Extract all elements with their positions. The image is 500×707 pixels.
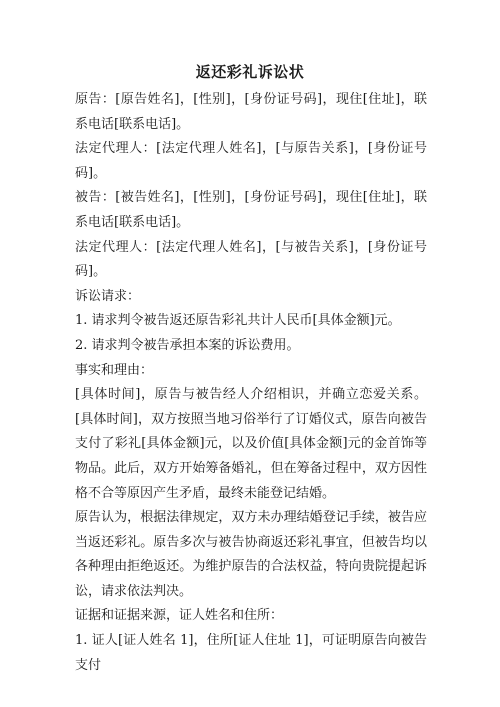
document-title: 返还彩礼诉讼状 [195, 63, 305, 81]
document-body [75, 88, 427, 678]
plaintiff-paragraph: 原告：[原告姓名]，[性别]，[身份证号码]，现住[住址]，联系电话[联系电话]。 [75, 92, 427, 132]
plaintiff-agent-paragraph: 法定代理人：[法定代理人姓名]，[与原告关系]，[身份证号码]。 [75, 141, 427, 181]
facts-paragraph: [具体时间]，原告与被告经人介绍相识，并确立恋爱关系。[具体时间]，双方按照当地习俗举行了订婚仪式，原告向被告支付了彩礼[具体金额]元，以及价值[具体金额]元的金首饰等物品。此后，双方开始筹备婚礼，但在筹备过程中，双方因性格不合等原因产生矛盾，最终未能登记结婚。 [75, 387, 427, 501]
defendant-agent-paragraph: 法定代理人：[法定代理人姓名]，[与被告关系]，[身份证号码]。 [75, 239, 427, 280]
evidence-item: 1. 证人[证人姓名 1]，住所[证人住址 1]，可证明原告向被告支付 [75, 633, 427, 673]
defendant-paragraph: 被告：[被告姓名]，[性别]，[身份证号码]，现住[住址]，联系电话[联系电话]。 [75, 190, 427, 230]
claim-item: 1. 请求判令被告返还原告彩礼共计人民币[具体金额]元。 [75, 313, 401, 329]
claims-heading: 诉讼请求： [75, 288, 141, 304]
reasoning-paragraph: 原告认为，根据法律规定，双方未办理结婚登记手续，被告应当返还彩礼。原告多次与被告协商返还彩礼事宜，但被告均以各种理由拒绝返还。为维护原告的合法权益，特向贵院提起诉讼，请求依法判决。 [75, 510, 427, 599]
facts-heading: 事实和理由： [75, 362, 154, 378]
claim-item: 2. 请求判令被告承担本案的诉讼费用。 [75, 337, 300, 353]
evidence-heading: 证据和证据来源，证人姓名和住所： [75, 608, 284, 624]
